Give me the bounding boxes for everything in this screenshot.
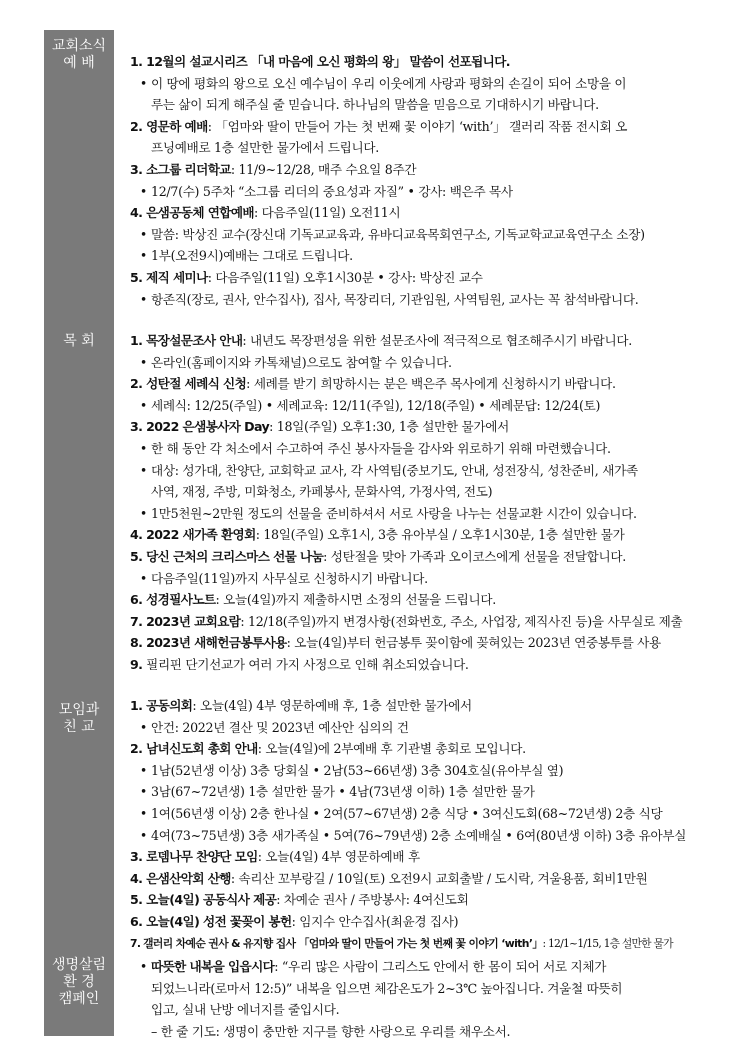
section-campaign	[130, 956, 714, 1042]
item-number: 4.	[130, 527, 143, 543]
notice-line	[130, 978, 714, 1000]
bullet-icon: •	[139, 505, 148, 521]
notice-line	[130, 245, 714, 267]
item-text: 입고, 실내 난방 에너지를 줄입시다.	[151, 1002, 340, 1018]
item-text: : 12/18(주일)까지 변경사항(전화번호, 주소, 사업장, 제직사진 등)을 사무실로 제출	[240, 613, 683, 629]
item-title: 영문하 예배	[146, 118, 208, 134]
item-text: : 오늘(4일)부터 헌금봉투 꽂이함에 꽂혀있는 2023년 연중봉투를 사용	[286, 635, 661, 651]
bullet-icon: •	[139, 570, 148, 586]
notice-line	[130, 999, 714, 1021]
notice-line	[130, 181, 714, 203]
item-title: 은샘공동체 연합예배	[146, 205, 254, 221]
notice-item	[130, 738, 714, 760]
item-number: 5.	[130, 892, 143, 908]
item-title: 소그룹 리더학교	[146, 161, 231, 177]
item-text: 온라인(홈페이지와 카톡채널)으로도 참여할 수 있습니다.	[151, 354, 452, 370]
notice-item	[130, 868, 714, 890]
item-number: 1.	[130, 54, 143, 69]
notice-item	[130, 202, 714, 224]
item-text: 이 땅에 평화의 왕으로 오신 예수님이 우리 이웃에게 사랑과 평화의 손길이 되어 소망을 이	[151, 75, 627, 91]
item-text: : 「엄마와 딸이 만들어 가는 첫 번째 꽃 이야기 ‘with’」 갤러리 작품 전시회 오	[207, 118, 628, 134]
item-number: 1.	[130, 333, 143, 348]
item-text: : 속리산 꼬부랑길 / 10일(토) 오전9시 교회출발 / 도시락, 겨울용품, 회비1만원	[230, 870, 648, 886]
bullet-icon: •	[139, 762, 148, 778]
item-text: 세례식: 12/25(주일) • 세례교육: 12/11(주일), 12/18(주일) • 세례문답: 12/24(토)	[151, 397, 601, 413]
notice-item	[130, 911, 714, 933]
notice-item	[130, 159, 714, 181]
item-text: 루는 삶이 되게 해주실 줄 믿습니다. 하나님의 말씀을 믿음으로 기대하시기 바랍니다.	[151, 97, 599, 113]
notice-item	[130, 267, 714, 289]
notice-item	[130, 654, 714, 676]
item-text: 1여(56년생 이상) 2층 한나실 • 2여(57~67년생) 2층 식당 • 3여신도회(68~72년생) 2층 식당	[151, 805, 663, 821]
item-text: : 18일(주일) 오후1시, 3층 유아부실 / 오후1시30분, 1층 설만한 물가	[255, 527, 625, 543]
item-title: 제직 세미나	[146, 269, 208, 285]
item-text: 프닝예배로 1층 설만한 물가에서 드립니다.	[151, 140, 379, 156]
item-number: 5.	[130, 548, 143, 564]
section-label-fellowship: 모임과 친 교	[58, 702, 100, 735]
bullet-icon: •	[139, 183, 148, 199]
section-label-ministry: 목 회	[63, 333, 95, 349]
bullet-icon: •	[139, 462, 148, 478]
bullet-icon: •	[139, 959, 148, 974]
item-title: 오늘(4일) 성전 꽃꽂이 봉헌	[146, 913, 292, 929]
item-title: 따뜻한 내복을 입읍시다	[151, 959, 275, 974]
section-fellowship	[130, 695, 714, 954]
bullet-icon: •	[139, 397, 148, 413]
notice-item	[130, 846, 714, 868]
item-number: 7.	[130, 936, 141, 950]
item-text: : 차예순 권사 / 주방봉사: 4여신도회	[276, 892, 469, 908]
notice-item	[130, 116, 714, 138]
item-number: 2.	[130, 741, 143, 757]
item-text: : 오늘(4일)에 2부예배 후 기관별 총회로 모입니다.	[257, 741, 526, 757]
item-title: 2022 새가족 환영회	[146, 527, 256, 543]
notice-line	[130, 460, 714, 482]
notice-line	[130, 1021, 714, 1043]
bullet-icon: •	[139, 248, 148, 264]
item-number: 3.	[130, 419, 143, 435]
notice-line	[130, 825, 714, 847]
notice-line	[130, 73, 714, 95]
item-text: 대상: 성가대, 찬양단, 교회학교 교사, 각 사역팀(중보기도, 안내, 성전장식, 성찬준비, 새가족	[151, 462, 638, 478]
item-title: 목장설문조사 안내	[146, 333, 243, 348]
item-number: 1.	[130, 698, 143, 713]
notice-item	[130, 416, 714, 438]
item-number: 6.	[130, 913, 143, 929]
item-text: : 내년도 목장편성을 위한 설문조사에 적극적으로 협조해주시기 바랍니다.	[242, 333, 632, 348]
item-title: 로뎀나무 찬양단 모임	[146, 849, 258, 865]
item-number: 8.	[130, 635, 143, 651]
item-title: 성탄절 세례식 신청	[146, 376, 247, 392]
notice-item	[130, 51, 714, 73]
notice-line	[130, 395, 714, 417]
item-title: 2022 은샘봉사자 Day	[146, 419, 270, 435]
item-title: 은샘산악회 산행	[146, 870, 231, 886]
item-text: 사역, 재정, 주방, 미화청소, 카페봉사, 문화사역, 가정사역, 전도)	[151, 484, 493, 500]
notice-line	[130, 289, 714, 311]
item-text: 3남(67~72년생) 1층 설만한 물가 • 4남(73년생 이하) 1층 설만한 물가	[151, 784, 535, 800]
bullet-icon: •	[139, 827, 148, 843]
item-number: 3.	[130, 849, 143, 865]
notice-line	[130, 137, 714, 159]
item-number: 9.	[130, 656, 143, 672]
item-text: 1남(52년생 이상) 3층 당회실 • 2남(53~66년생) 3층 304호실(유아부실 옆)	[151, 762, 564, 778]
item-title: 갤러리 차예순 권사 & 유지향 집사 「엄마와 딸이 만들어 가는 첫 번째 꽃 이야기 ‘with’」	[143, 936, 543, 950]
item-text: : 임지수 안수집사(최윤경 집사)	[291, 913, 459, 929]
item-text: 1부(오전9시)예배는 그대로 드립니다.	[151, 248, 353, 264]
sidebar-bar	[44, 30, 114, 1036]
notice-item	[130, 373, 714, 395]
notice-item	[130, 889, 714, 911]
item-title: 2023년 교회요람	[146, 613, 241, 629]
notice-item	[130, 330, 714, 352]
item-text: : 다음주일(11일) 오후1시30분 • 강사: 박상진 교수	[207, 269, 483, 285]
notice-item	[130, 933, 714, 955]
notice-item	[130, 632, 714, 654]
bullet-icon: •	[139, 805, 148, 821]
item-text: : “우리 많은 사람이 그리스도 안에서 한 몸이 되어 서로 지체가	[274, 959, 607, 974]
item-number: 6.	[130, 592, 143, 608]
notice-line	[130, 760, 714, 782]
item-title: 당신 근처의 크리스마스 선물 나눔	[146, 548, 324, 564]
item-number: 2.	[130, 118, 143, 134]
item-number: 3.	[130, 161, 143, 177]
notice-line	[130, 438, 714, 460]
item-title: 오늘(4일) 공동식사 제공	[146, 892, 277, 908]
item-number: 2.	[130, 376, 143, 392]
item-number: 4.	[130, 870, 143, 886]
notice-item	[130, 695, 714, 717]
item-text: : 12/1~1/15, 1층 설만한 물가	[542, 936, 673, 950]
item-text: 항존직(장로, 권사, 안수집사), 집사, 목장리더, 기관임원, 사역팀원, 교사는 꼭 참석바랍니다.	[151, 291, 639, 307]
item-title: 12월의 설교시리즈 「내 마음에 오신 평화의 왕」 말씀이 선포됩니다.	[146, 54, 510, 69]
notice-item	[130, 611, 714, 633]
item-text: – 한 줄 기도: 생명이 충만한 지구를 향한 사랑으로 우리를 채우소서.	[151, 1023, 511, 1039]
item-number: 4.	[130, 205, 143, 221]
notice-line	[130, 224, 714, 246]
item-text: : 오늘(4일)까지 제출하시면 소정의 선물을 드립니다.	[215, 592, 496, 608]
item-text: : 11/9~12/28, 매주 수요일 8주간	[230, 161, 417, 177]
item-text: 필리핀 단기선교가 여러 가지 사정으로 인해 취소되었습니다.	[146, 656, 469, 672]
item-number: 7.	[130, 613, 143, 629]
section-label-worship: 교회소식 예 배	[51, 38, 107, 71]
bullet-icon: •	[139, 291, 148, 307]
item-text: : 세례를 받기 희망하시는 분은 백은주 목사에게 신청하시기 바랍니다.	[246, 376, 616, 392]
item-text: 다음주일(11일)까지 사무실로 신청하시기 바랍니다.	[151, 570, 428, 586]
bullet-icon: •	[139, 440, 148, 456]
notice-line	[130, 503, 714, 525]
item-text: 되었느니라(로마서 12:5)” 내복을 입으면 체감온도가 2~3℃ 높아집니다. 겨울철 따뜻히	[151, 980, 623, 996]
notice-item	[130, 589, 714, 611]
notice-item	[130, 546, 714, 568]
item-text: 1만5천원~2만원 정도의 선물을 준비하셔서 서로 사랑을 나누는 선물교환 시간이 있습니다.	[151, 505, 637, 521]
item-text: 12/7(수) 5주차 “소그룹 리더의 중요성과 자질” • 강사: 백은주 목사	[151, 183, 513, 199]
bullet-icon: •	[139, 719, 148, 735]
item-text: : 성탄절을 맞아 가족과 오이코스에게 선물을 전달합니다.	[323, 548, 626, 564]
notice-line	[130, 568, 714, 590]
item-title: 2023년 새해헌금봉투사용	[146, 635, 287, 651]
section-label-campaign: 생명살림 환 경 캠페인	[51, 957, 107, 1007]
section-ministry	[130, 330, 714, 676]
notice-line	[130, 94, 714, 116]
notice-item	[130, 524, 714, 546]
notice-line	[130, 717, 714, 739]
notice-line	[130, 781, 714, 803]
item-text: : 18일(주일) 오후1:30, 1층 설만한 물가에서	[269, 419, 509, 435]
notice-line	[130, 803, 714, 825]
section-worship	[130, 51, 714, 310]
bullet-icon: •	[139, 354, 148, 370]
item-title: 공동의회	[146, 698, 193, 713]
item-text: 안건: 2022년 결산 및 2023년 예산안 심의의 건	[151, 719, 409, 735]
item-text: : 다음주일(11일) 오전11시	[253, 205, 401, 221]
bullet-icon: •	[139, 784, 148, 800]
notice-line	[130, 956, 714, 978]
notice-line	[130, 481, 714, 503]
item-title: 성경필사노트	[146, 592, 216, 608]
item-text: : 오늘(4일) 4부 영문하예배 후, 1층 설만한 물가에서	[192, 698, 472, 713]
item-text: 말씀: 박상진 교수(장신대 기독교교육과, 유바디교육목회연구소, 기독교학교교육연구소 소장)	[151, 226, 645, 242]
item-text: 한 해 동안 각 처소에서 수고하여 주신 봉사자들을 감사와 위로하기 위해 마련했습니다.	[151, 440, 611, 456]
item-text: : 오늘(4일) 4부 영문하예배 후	[257, 849, 420, 865]
bullet-icon: •	[139, 226, 148, 242]
item-title: 남녀신도회 총회 안내	[146, 741, 258, 757]
notice-line	[130, 352, 714, 374]
item-text: 4여(73~75년생) 3층 새가족실 • 5여(76~79년생) 2층 소예배실 • 6여(80년생 이하) 3층 유아부실	[151, 827, 687, 843]
item-number: 5.	[130, 269, 143, 285]
bullet-icon: •	[139, 75, 148, 91]
